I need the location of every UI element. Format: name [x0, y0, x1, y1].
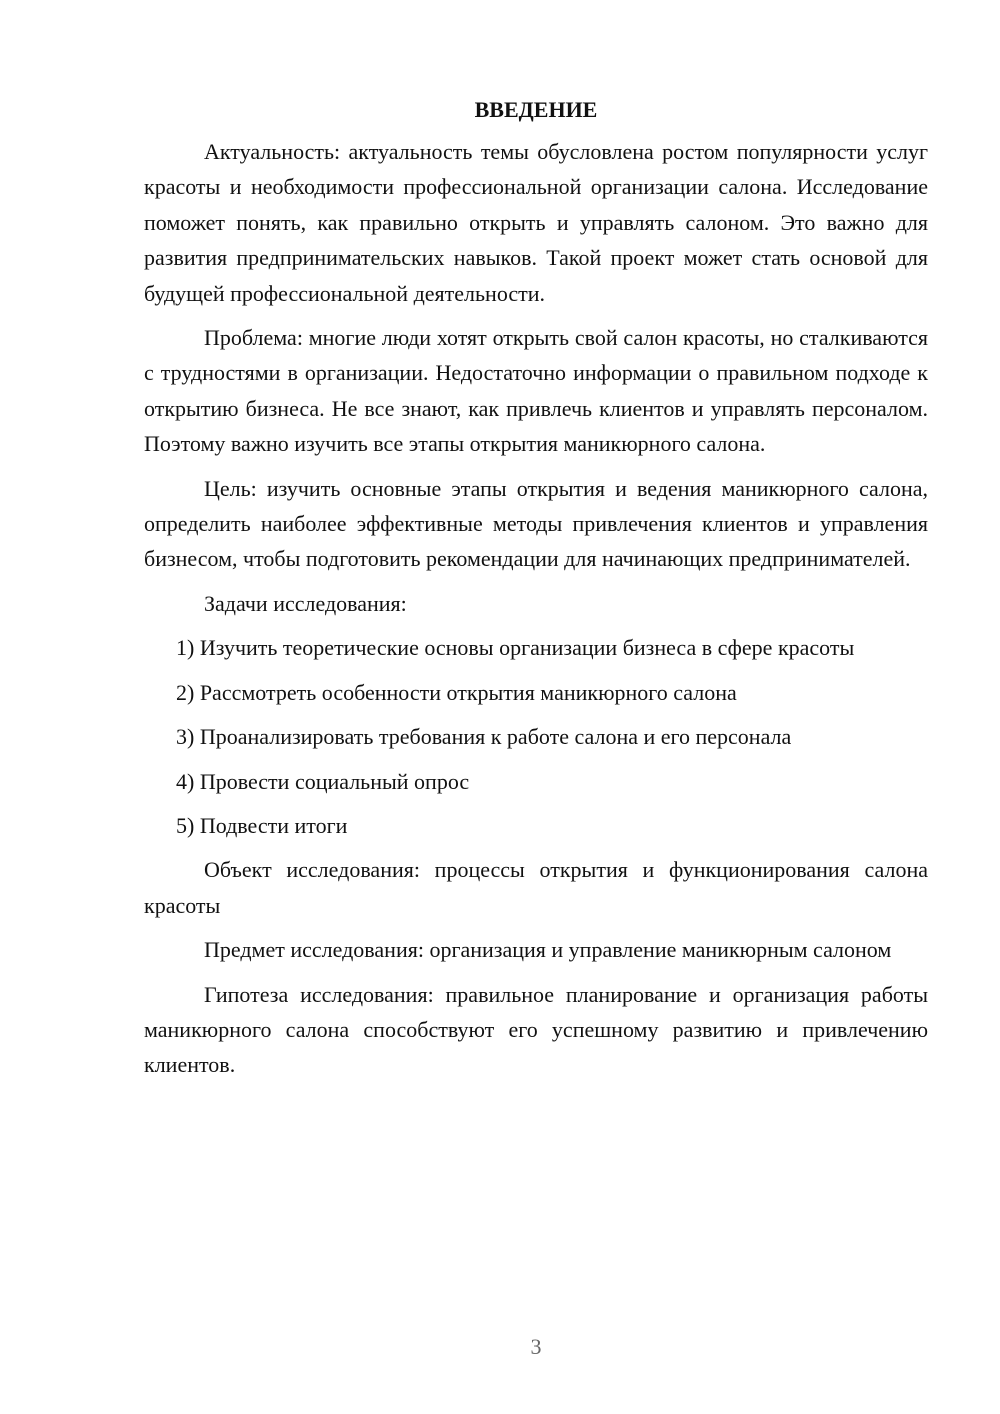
relevance-paragraph: Актуальность: актуальность темы обусловлена ростом популярности услуг красоты и необходимости профессиональной организации салона. Исследование поможет понять, как правильно открыть и управлять салоном. Это важно для развития предпринимательских навыков. Такой проект может стать основой для будущей профессиональной деятельности. — [144, 139, 928, 306]
tasks-heading: Задачи исследования: — [204, 590, 407, 616]
task-item-1: 1) Изучить теоретические основы организации бизнеса в сфере красоты — [176, 635, 855, 661]
hypothesis-paragraph: Гипотеза исследования: правильное планирование и организация работы маникюрного салона способствуют его успешному развитию и привлечению клиентов. — [144, 981, 928, 1078]
task-item-3: 3) Проанализировать требования к работе салона и его персонала — [176, 724, 792, 750]
task-item-2: 2) Рассмотреть особенности открытия маникюрного салона — [176, 679, 737, 705]
subject-paragraph: Предмет исследования: организация и управление маникюрным салоном — [204, 937, 892, 963]
problem-paragraph: Проблема: многие люди хотят открыть свой салон красоты, но сталкиваются с трудностями в организации. Недостаточно информации о правильном подходе к открытию бизнеса. Не все знают, как привлечь клиентов и управлять персоналом. Поэтому важно изучить все этапы открытия маникюрного салона. — [144, 325, 928, 457]
task-item-5: 5) Подвести итоги — [176, 812, 348, 838]
object-paragraph: Объект исследования: процессы открытия и функционирования салона красоты — [144, 857, 928, 918]
task-item-4: 4) Провести социальный опрос — [176, 768, 470, 794]
goal-paragraph: Цель: изучить основные этапы открытия и ведения маникюрного салона, определить наиболее эффективные методы привлечения клиентов и управления бизнесом, чтобы подготовить рекомендации для начинающих предпринимателей. — [144, 475, 928, 572]
section-title: ВВЕДЕНИЕ — [474, 97, 598, 122]
page-number: 3 — [530, 1334, 542, 1359]
page-content — [144, 96, 928, 1092]
